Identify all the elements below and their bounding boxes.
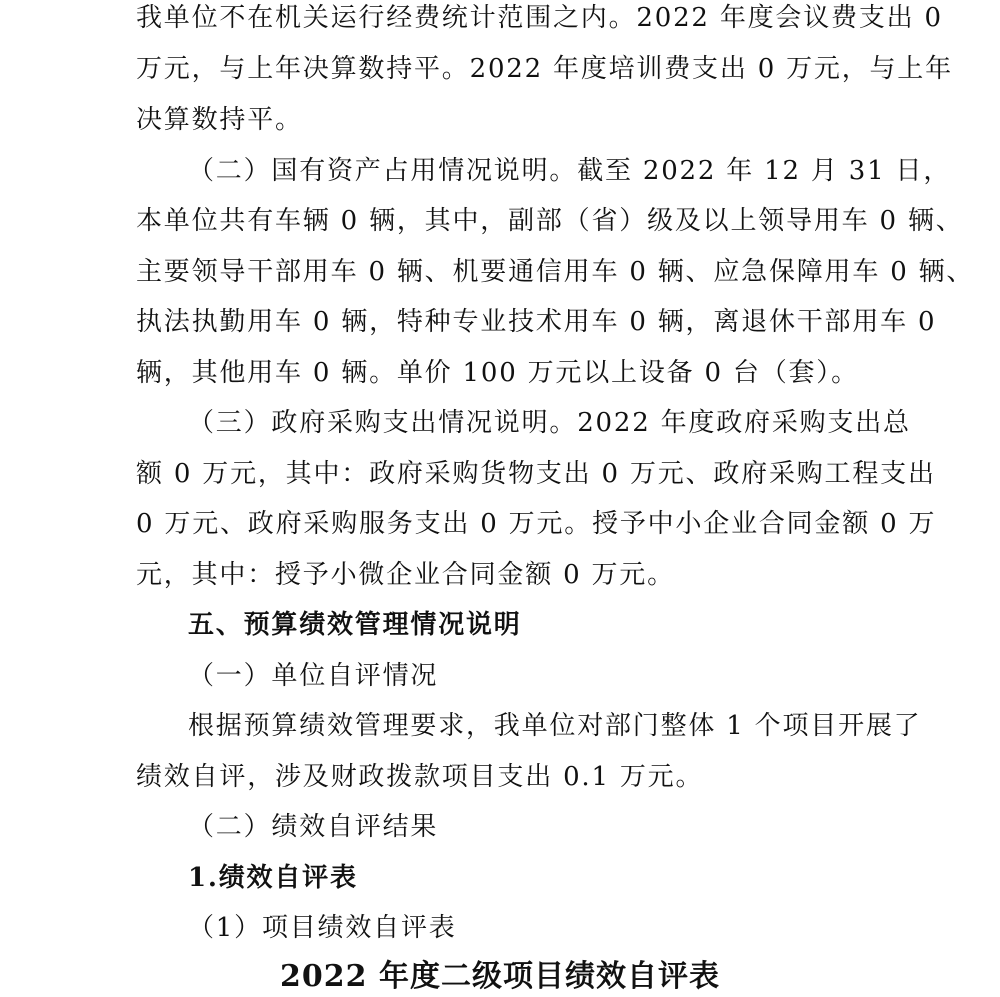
paragraph-line: 0 万元、政府采购服务支出 0 万元。授予中小企业合同金额 0 万 [136, 509, 937, 539]
paragraph-line: 元，其中：授予小微企业合同金额 0 万元。 [136, 560, 675, 590]
paragraph-line: 万元，与上年决算数持平。2022 年度培训费支出 0 万元，与上年 [136, 54, 953, 84]
paragraph-line: 额 0 万元，其中：政府采购货物支出 0 万元、政府采购工程支出 [136, 459, 936, 489]
paragraph-line: 决算数持平。 [136, 105, 303, 135]
subheading: （1）项目绩效自评表 [188, 913, 457, 943]
paragraph-line: 主要领导干部用车 0 辆、机要通信用车 0 辆、应急保障用车 0 辆、 [136, 257, 975, 287]
table-title: 2022 年度二级项目绩效自评表 [280, 959, 720, 994]
paragraph-line: 我单位不在机关运行经费统计范围之内。2022 年度会议费支出 0 [136, 3, 943, 33]
paragraph-line: 根据预算绩效管理要求，我单位对部门整体 1 个项目开展了 [188, 711, 922, 741]
paragraph-line: 辆，其他用车 0 辆。单价 100 万元以上设备 0 台（套）。 [136, 358, 859, 388]
section-paragraph-line: （三）政府采购支出情况说明。2022 年度政府采购支出总 [188, 408, 911, 438]
paragraph-line: 本单位共有车辆 0 辆，其中，副部（省）级及以上领导用车 0 辆、 [136, 206, 964, 236]
section-paragraph-line: （二）国有资产占用情况说明。截至 2022 年 12 月 31 日， [188, 156, 952, 186]
numbered-heading: 1.绩效自评表 [188, 863, 358, 893]
section-heading: 五、预算绩效管理情况说明 [188, 610, 522, 640]
paragraph-line: 执法执勤用车 0 辆，特种专业技术用车 0 辆，离退休干部用车 0 [136, 307, 937, 337]
paragraph-line: 绩效自评，涉及财政拨款项目支出 0.1 万元。 [136, 762, 704, 792]
subsection-heading: （二）绩效自评结果 [188, 812, 439, 842]
subsection-heading: （一）单位自评情况 [188, 661, 439, 691]
